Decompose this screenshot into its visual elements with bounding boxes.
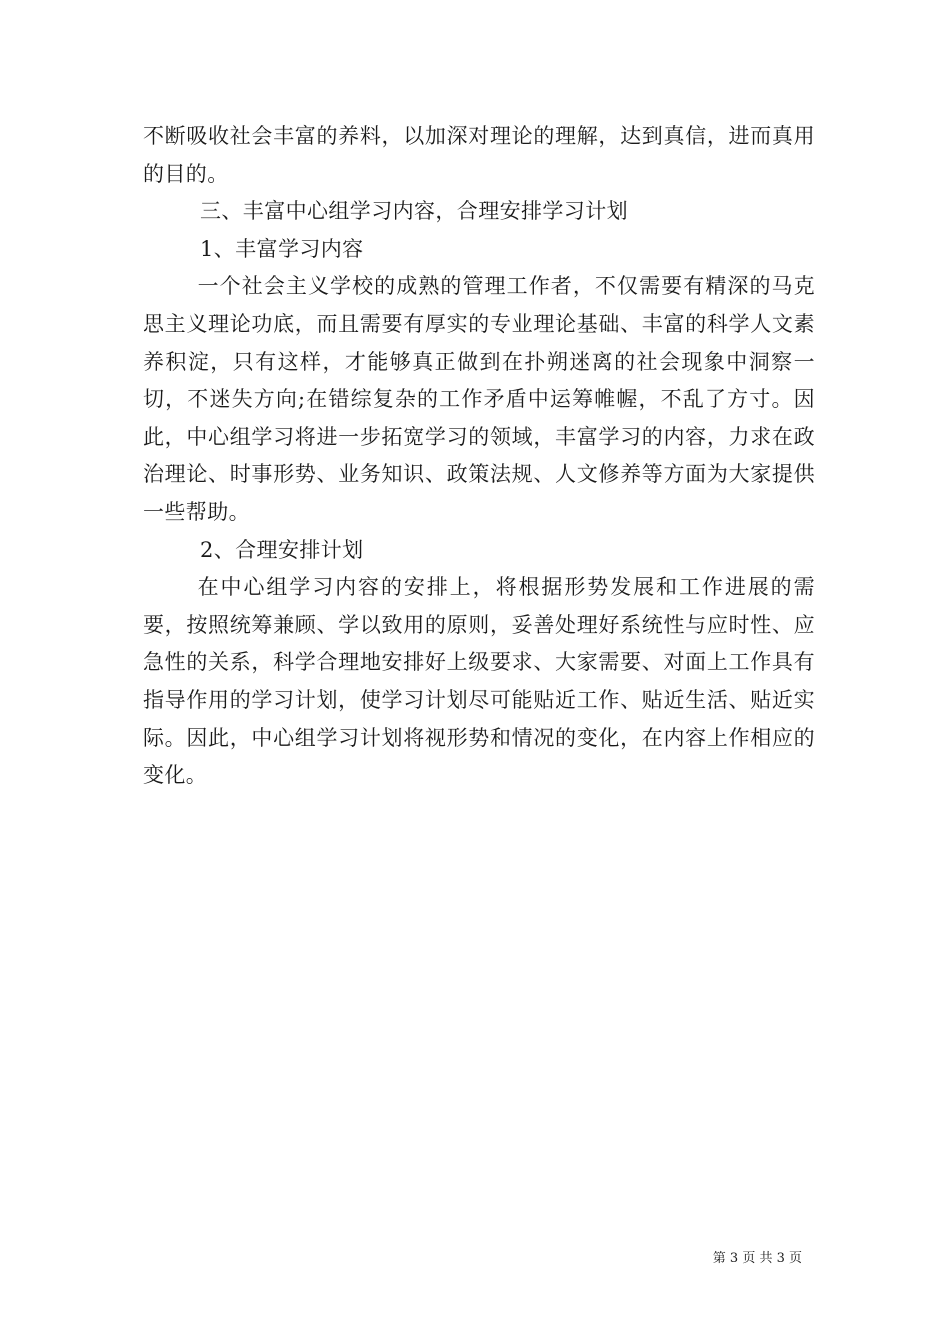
subsection-heading-2: 2、合理安排计划	[200, 537, 364, 562]
subsection-heading-1: 1、丰富学习内容	[200, 236, 364, 261]
paragraph-learning-content: 一个社会主义学校的成熟的管理工作者，不仅需要有精深的马克思主义理论功底，而且需要有厚实的专业理论基础、丰富的科学人文素养积淀，只有这样，才能够真正做到在扑朔迷离的社会现象中洞察一切，不迷失方向;在错综复杂的工作矛盾中运筹帷幄，不乱了方寸。因此，中心组学习将进一步拓宽学习的领域，丰富学习的内容，力求在政治理论、时事形势、业务知识、政策法规、人文修养等方面为大家提供一些帮助。	[143, 274, 815, 524]
section-heading-3: 三、丰富中心组学习内容，合理安排学习计划	[200, 199, 628, 224]
paragraph-learning-plan: 在中心组学习内容的安排上，将根据形势发展和工作进展的需要，按照统筹兼顾、学以致用的原则，妥善处理好系统性与应时性、应急性的关系，科学合理地安排好上级要求、大家需要、对面上工作具有指导作用的学习计划，使学习计划尽可能贴近工作、贴近生活、贴近实际。因此，中心组学习计划将视形势和情况的变化，在内容上作相应的变化。	[143, 575, 815, 788]
paragraph-continuation: 不断吸收社会丰富的养料，以加深对理论的理解，达到真信，进而真用的目的。	[143, 124, 815, 186]
document-body	[143, 118, 815, 795]
page-number: 第 3 页 共 3 页	[712, 1251, 802, 1266]
